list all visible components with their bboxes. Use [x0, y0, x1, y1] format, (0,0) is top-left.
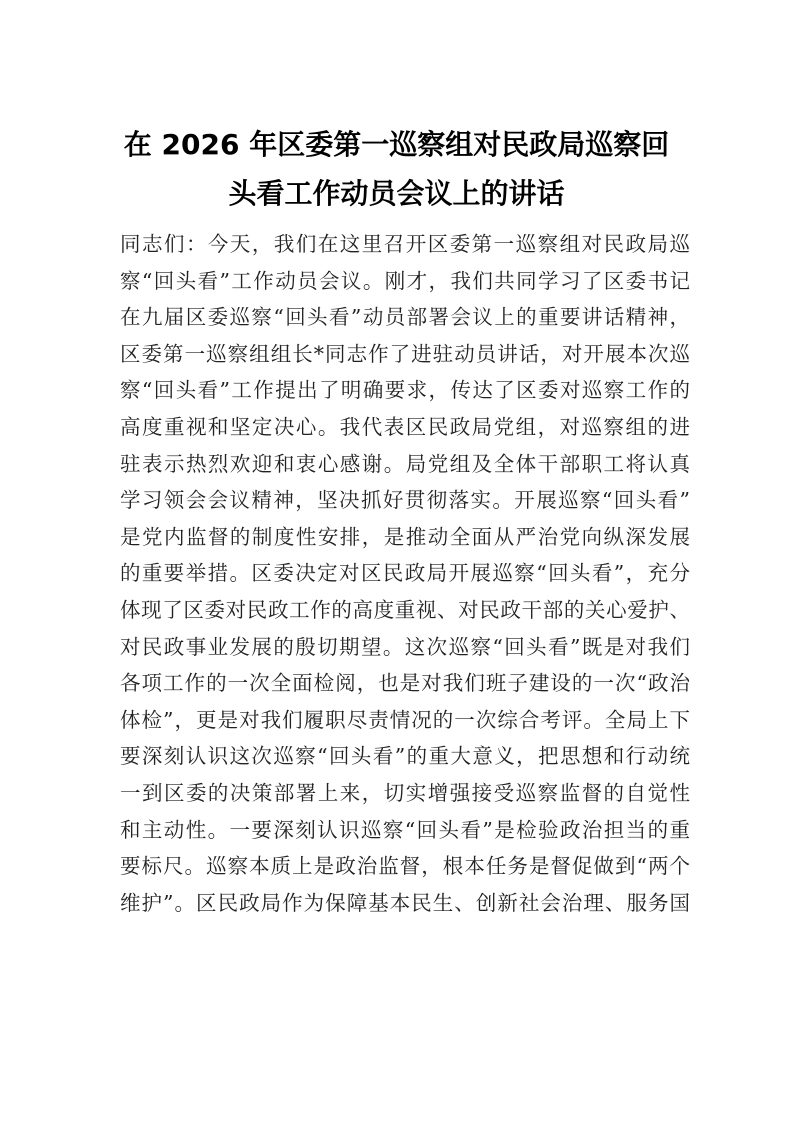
body-line: 维护”。区民政局作为保障基本民生、创新社会治理、服务国 [120, 890, 690, 915]
body-line: 一到区委的决策部署上来，切实增强接受巡察监督的自觉性 [120, 780, 690, 805]
body-line: 体现了区委对民政工作的高度重视、对民政干部的关心爱护、 [120, 597, 690, 622]
body-line: 是党内监督的制度性安排，是推动全面从严治党向纵深发展 [120, 524, 690, 549]
document-body [120, 226, 690, 921]
body-line: 察“回头看”工作动员会议。刚才，我们共同学习了区委书记 [120, 268, 690, 293]
body-line: 要深刻认识这次巡察“回头看”的重大意义，把思想和行动统 [120, 744, 690, 769]
document-title-line-1: 在 2026 年区委第一巡察组对民政局巡察回 [123, 128, 670, 161]
document-title-line-2: 头看工作动员会议上的讲话 [228, 177, 565, 210]
body-line: 对民政事业发展的殷切期望。这次巡察“回头看”既是对我们 [120, 634, 690, 659]
body-line: 同志们：今天，我们在这里召开区委第一巡察组对民政局巡 [120, 232, 690, 256]
body-line: 要标尺。巡察本质上是政治监督，根本任务是督促做到“两个 [120, 854, 690, 879]
body-line: 察“回头看”工作提出了明确要求，传达了区委对巡察工作的 [120, 378, 690, 403]
body-line: 在九届区委巡察“回头看”动员部署会议上的重要讲话精神， [120, 305, 690, 330]
body-line: 体检”，更是对我们履职尽责情况的一次综合考评。全局上下 [120, 707, 690, 732]
body-line: 区委第一巡察组组长*同志作了进驻动员讲话，对开展本次巡 [120, 341, 690, 366]
body-line: 高度重视和坚定决心。我代表区民政局党组，对巡察组的进 [120, 414, 690, 439]
body-line: 的重要举措。区委决定对区民政局开展巡察“回头看”，充分 [120, 561, 690, 586]
body-line: 和主动性。一要深刻认识巡察“回头看”是检验政治担当的重 [120, 817, 690, 842]
body-line: 驻表示热烈欢迎和衷心感谢。局党组及全体干部职工将认真 [120, 451, 690, 476]
body-line: 学习领会会议精神，坚决抓好贯彻落实。开展巡察“回头看” [120, 488, 690, 513]
body-line: 各项工作的一次全面检阅，也是对我们班子建设的一次“政治 [120, 671, 690, 696]
